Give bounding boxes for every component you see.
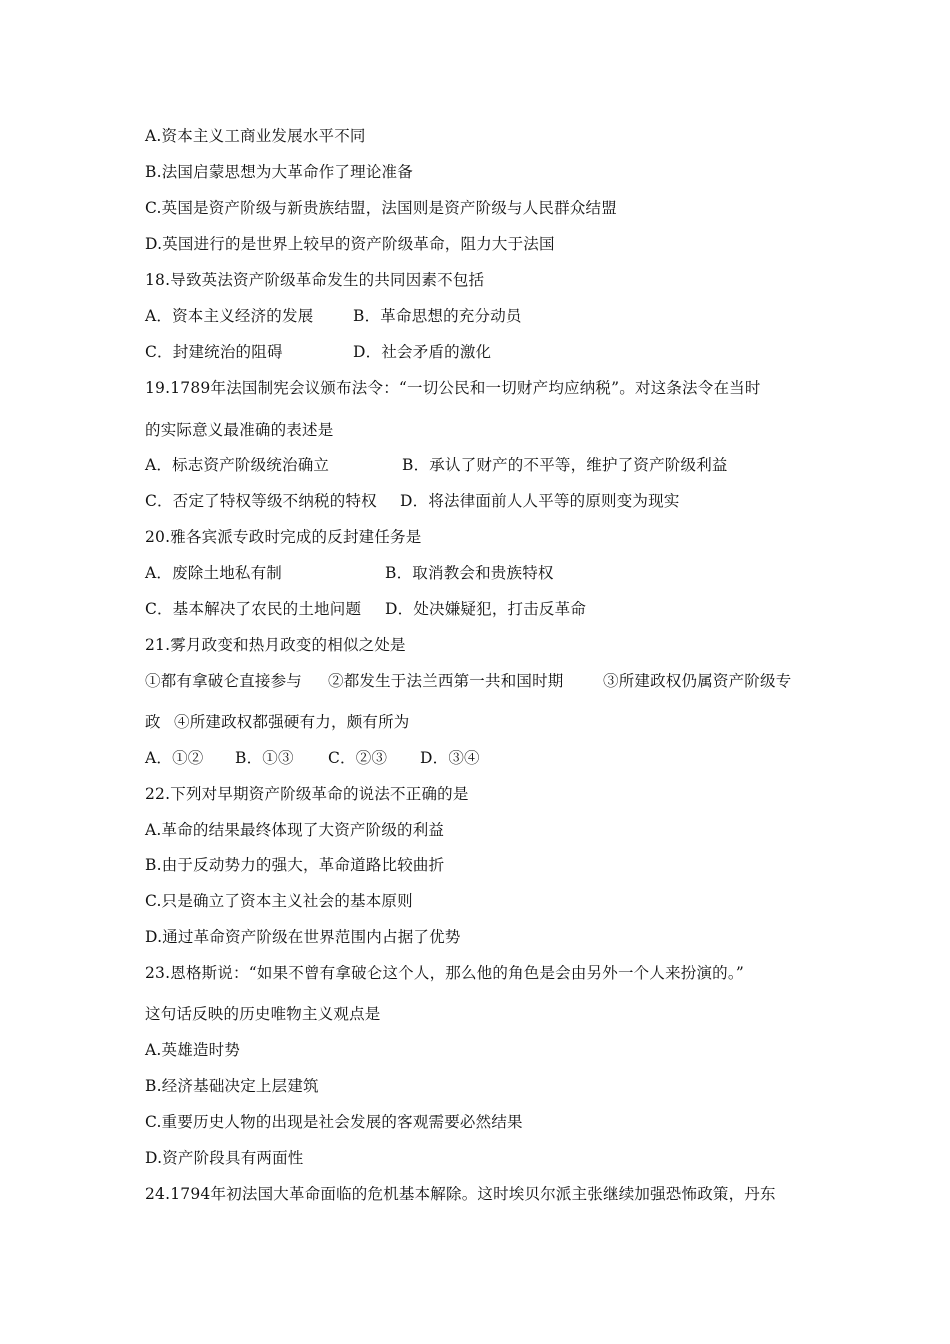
q17-option-b: B.法国启蒙思想为大革命作了理论准备 bbox=[145, 163, 413, 181]
q17-option-a: A.资本主义工商业发展水平不同 bbox=[145, 127, 366, 145]
q20-option-d: D．处决嫌疑犯，打击反革命 bbox=[385, 600, 587, 618]
q22-option-c: C.只是确立了资本主义社会的基本原则 bbox=[145, 892, 413, 910]
q22-option-b: B.由于反动势力的强大，革命道路比较曲折 bbox=[145, 856, 445, 874]
q23-option-c: C.重要历史人物的出现是社会发展的客观需要必然结果 bbox=[145, 1113, 523, 1131]
q19-options-row2 bbox=[145, 491, 845, 511]
q24-stem-line1: 24.1794年初法国大革命面临的危机基本解除。这时埃贝尔派主张继续加强恐怖政策，丹东 bbox=[145, 1185, 776, 1203]
q22-stem: 22.下列对早期资产阶级革命的说法不正确的是 bbox=[145, 785, 469, 803]
q18-option-c: C．封建统治的阻碍 bbox=[145, 343, 283, 361]
q19-option-a: A．标志资产阶级统治确立 bbox=[145, 456, 330, 474]
q18-stem: 18.导致英法资产阶级革命发生的共同因素不包括 bbox=[145, 271, 485, 289]
q20-options-row1 bbox=[145, 563, 845, 583]
q23-option-b: B.经济基础决定上层建筑 bbox=[145, 1077, 319, 1095]
q22-option-d: D.通过革命资产阶级在世界范围内占据了优势 bbox=[145, 928, 461, 946]
q21-items-row1 bbox=[145, 671, 845, 691]
q18-option-d: D．社会矛盾的激化 bbox=[353, 343, 492, 361]
q23-stem-line2: 这句话反映的历史唯物主义观点是 bbox=[145, 1005, 381, 1023]
q19-option-d: D．将法律面前人人平等的原则变为现实 bbox=[400, 492, 680, 510]
q20-option-c: C．基本解决了农民的土地问题 bbox=[145, 600, 362, 618]
q21-option-d: D．③④ bbox=[420, 749, 480, 767]
q19-options-row1 bbox=[145, 455, 845, 475]
q23-option-d: D.资产阶段具有两面性 bbox=[145, 1149, 304, 1167]
q17-option-c: C.英国是资产阶级与新贵族结盟，法国则是资产阶级与人民群众结盟 bbox=[145, 199, 617, 217]
q18-option-b: B．革命思想的充分动员 bbox=[353, 307, 522, 325]
q22-option-a: A.革命的结果最终体现了大资产阶级的利益 bbox=[145, 821, 445, 839]
q18-options-row1 bbox=[145, 306, 845, 326]
q19-option-c: C．否定了特权等级不纳税的特权 bbox=[145, 492, 377, 510]
q20-stem: 20.雅各宾派专政时完成的反封建任务是 bbox=[145, 528, 422, 546]
q19-stem-line1: 19.1789年法国制宪会议颁布法令：“一切公民和一切财产均应纳税”。对这条法令在当时 bbox=[145, 379, 761, 397]
q20-option-b: B．取消教会和贵族特权 bbox=[385, 564, 554, 582]
q21-options-row bbox=[145, 748, 845, 768]
q21-item-4: ④所建政权都强硬有力，颇有所为 bbox=[174, 713, 410, 731]
q19-stem-line2: 的实际意义最准确的表述是 bbox=[145, 421, 334, 439]
q17-option-d: D.英国进行的是世界上较早的资产阶级革命，阻力大于法国 bbox=[145, 235, 555, 253]
q21-item-3: ③所建政权仍属资产阶级专 bbox=[603, 672, 792, 690]
q20-option-a: A．废除土地私有制 bbox=[145, 564, 282, 582]
q18-option-a: A．资本主义经济的发展 bbox=[145, 307, 314, 325]
q18-options-row2 bbox=[145, 342, 845, 362]
q21-option-c: C．②③ bbox=[328, 749, 388, 767]
q21-option-a: A．①② bbox=[145, 749, 204, 767]
q21-item-2: ②都发生于法兰西第一共和国时期 bbox=[328, 672, 564, 690]
q21-stem: 21.雾月政变和热月政变的相似之处是 bbox=[145, 636, 406, 654]
q23-option-a: A.英雄造时势 bbox=[145, 1041, 241, 1059]
q21-item-3-continued: 政 bbox=[145, 713, 161, 731]
q20-options-row2 bbox=[145, 599, 845, 619]
q19-option-b: B．承认了财产的不平等，维护了资产阶级利益 bbox=[402, 456, 728, 474]
q21-item-1: ①都有拿破仑直接参与 bbox=[145, 672, 303, 690]
q21-items-row2 bbox=[145, 712, 845, 732]
q21-option-b: B．①③ bbox=[235, 749, 294, 767]
q23-stem-line1: 23.恩格斯说：“如果不曾有拿破仑这个人，那么他的角色是会由另外一个人来扮演的。” bbox=[145, 964, 744, 982]
